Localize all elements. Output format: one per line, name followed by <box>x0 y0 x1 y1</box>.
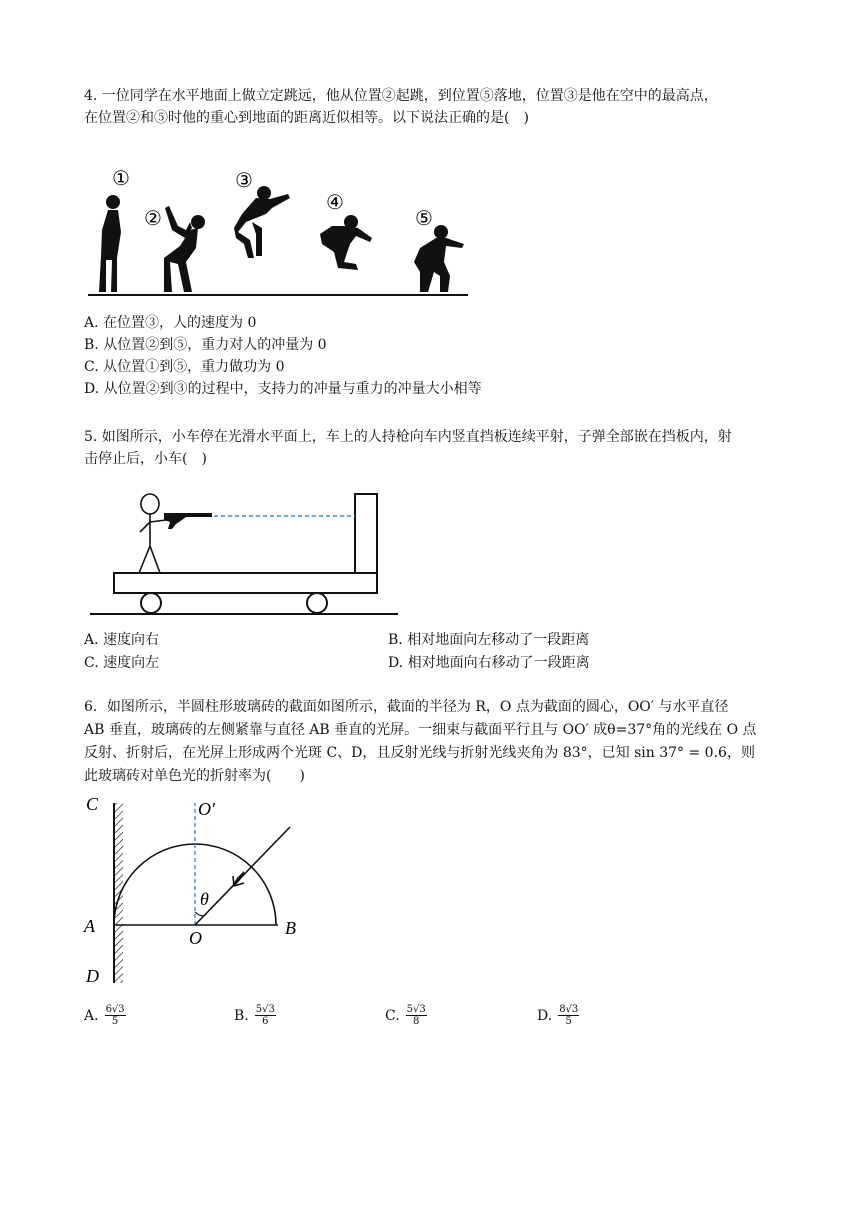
q5-option-a: A. 速度向右 <box>84 632 160 648</box>
q6-option-b-den: 6 <box>262 1016 269 1027</box>
q6-option-a-den: 5 <box>111 1016 119 1027</box>
q5-option-b: B. 相对地面向左移动了一段距离 <box>388 632 590 648</box>
q6-option-a-num: 6√3 <box>105 1004 125 1015</box>
q6-option-a-fraction <box>105 1004 126 1027</box>
q5-stem-line2: 击停止后，小车( ) <box>84 451 207 467</box>
q6-option-d-den: 5 <box>565 1016 572 1027</box>
q6-option-d <box>537 1004 579 1027</box>
label-o-prime: O′ <box>198 799 215 819</box>
light-screen-hatch <box>114 803 123 983</box>
q6-option-d-fraction <box>558 1004 579 1027</box>
q6-option-c-fraction <box>406 1004 427 1027</box>
label-pos-3: ③ <box>235 168 253 192</box>
label-pos-2: ② <box>144 206 162 230</box>
q6-option-b-num: 5√3 <box>255 1004 275 1015</box>
q4-option-c: C. 从位置①到⑤，重力做功为 0 <box>84 359 285 375</box>
label-pos-1: ① <box>112 166 130 190</box>
label-pos-5: ⑤ <box>415 206 433 230</box>
q6-option-d-num: 8√3 <box>559 1004 579 1015</box>
label-theta: θ <box>200 889 209 909</box>
q6-option-b-letter: B. <box>234 1007 249 1024</box>
q6-option-d-letter: D. <box>537 1007 553 1024</box>
q5-stem-line1: 5. 如图所示，小车停在光滑水平面上，车上的人持枪向车内竖直挡板连续平射，子弹全部嵌在挡板内，射 <box>84 429 732 445</box>
label-o: O <box>189 928 202 948</box>
q5-option-c: C. 速度向左 <box>84 655 160 671</box>
label-c: C <box>86 794 99 814</box>
q6-stem-line3: 反射、折射后，在光屏上形成两个光斑 C、D，且反射光线与折射光线夹角为 83°，已知 sin 37° = 0.6，则 <box>84 745 755 761</box>
label-pos-4: ④ <box>326 190 344 214</box>
q4-option-a: A. 在位置③，人的速度为 0 <box>84 315 257 331</box>
q5-option-d: D. 相对地面向右移动了一段距离 <box>388 655 590 671</box>
q6-option-b <box>234 1004 276 1027</box>
q6-stem-line4: 此玻璃砖对单色光的折射率为( ) <box>84 768 305 784</box>
label-d: D <box>86 966 99 986</box>
q6-option-c <box>385 1004 427 1027</box>
label-b: B <box>285 918 296 938</box>
q6-option-c-num: 5√3 <box>406 1004 426 1015</box>
q4-option-b: B. 从位置②到⑤，重力对人的冲量为 0 <box>84 337 327 353</box>
q6-option-c-den: 8 <box>413 1016 420 1027</box>
q6-option-a-letter: A. <box>84 1007 99 1024</box>
q4-option-d: D. 从位置②到③的过程中，支持力的冲量与重力的冲量大小相等 <box>84 381 482 397</box>
q4-stem-line2: 在位置②和⑤时他的重心到地面的距离近似相等。以下说法正确的是( ) <box>84 110 529 126</box>
q6-option-a <box>84 1004 126 1027</box>
q6-option-c-letter: C. <box>385 1007 400 1024</box>
q4-stem-line1: 4. 一位同学在水平地面上做立定跳远，他从位置②起跳，到位置⑤落地，位置③是他在空中的最高点， <box>84 88 718 104</box>
q6-option-b-fraction <box>255 1004 276 1027</box>
theta-arc <box>195 912 204 916</box>
q6-stem-line1: 6．如图所示，半圆柱形玻璃砖的截面如图所示，截面的半径为 R，O 点为截面的圆心，OO′ 与水平直径 <box>84 699 729 715</box>
q6-stem-line2: AB 垂直，玻璃砖的左侧紧靠与直径 AB 垂直的光屏。一细束与截面平行且与 OO′ 成θ=37°角的光线在 O 点 <box>84 722 757 738</box>
label-a: A <box>84 916 95 936</box>
